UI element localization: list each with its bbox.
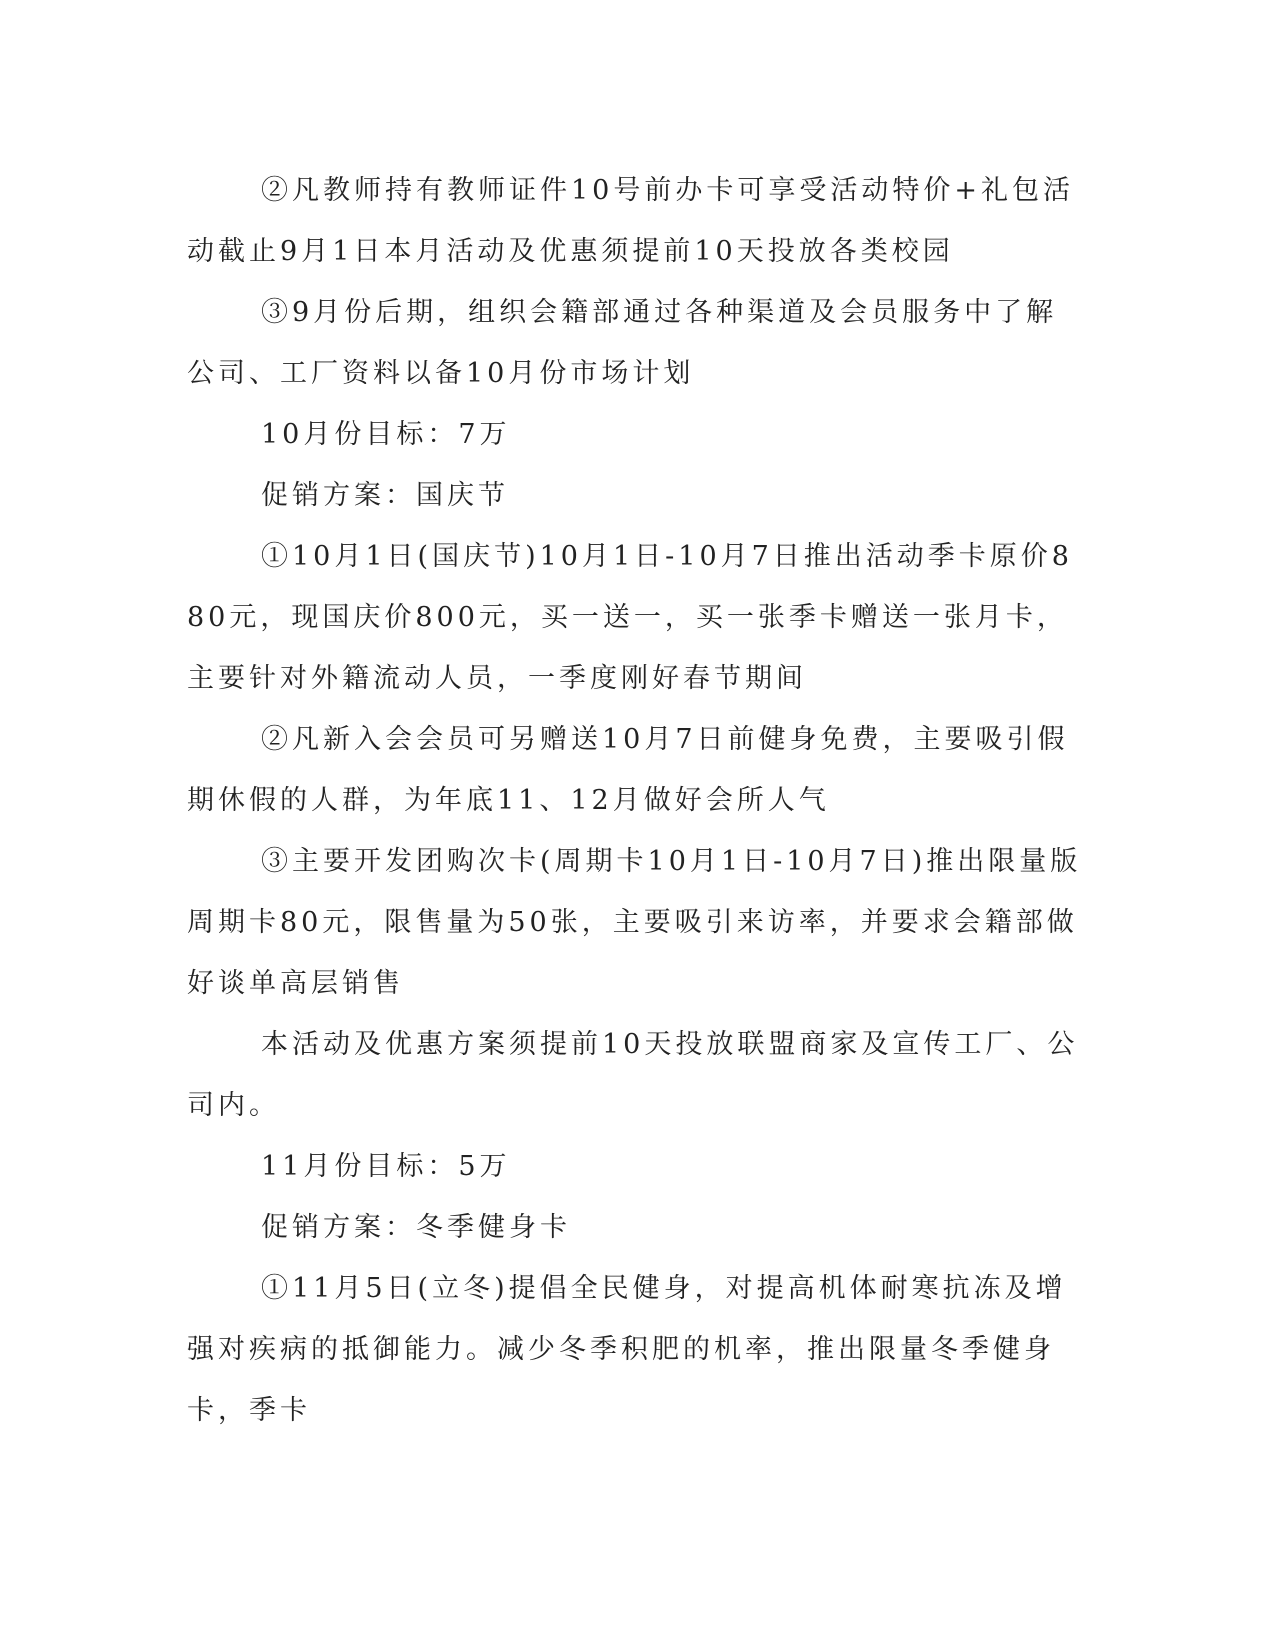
document-body	[187, 160, 1087, 1441]
paragraph-november-promo-title: 促销方案：冬季健身卡	[261, 1212, 571, 1243]
paragraph-september-research: ③9月份后期，组织会籍部通过各种渠道及会员服务中了解公司、工厂资料以备10月份市场计划	[187, 297, 1058, 389]
paragraph-teacher-offer: ②凡教师持有教师证件10号前办卡可享受活动特价+礼包活动截止9月1日本月活动及优惠须提前10天投放各类校园	[187, 175, 1074, 267]
paragraph-october-target: 10月份目标：7万	[261, 419, 511, 450]
paragraph-winter-card: ①11月5日(立冬)提倡全民健身，对提高机体耐寒抗冻及增强对疾病的抵御能力。减少冬季积肥的机率，推出限量冬季健身卡，季卡	[187, 1273, 1067, 1426]
paragraph-distribution-note: 本活动及优惠方案须提前10天投放联盟商家及宣传工厂、公司内。	[187, 1029, 1079, 1121]
paragraph-new-member-gift: ②凡新入会会员可另赠送10月7日前健身免费，主要吸引假期休假的人群，为年底11、12月做好会所人气	[187, 724, 1069, 816]
paragraph-october-promo-title: 促销方案：国庆节	[261, 480, 509, 511]
paragraph-group-card: ③主要开发团购次卡(周期卡10月1日-10月7日)推出限量版周期卡80元，限售量为50张，主要吸引来访率，并要求会籍部做好谈单高层销售	[187, 846, 1082, 999]
paragraph-november-target: 11月份目标：5万	[261, 1151, 511, 1182]
paragraph-national-day-card: ①10月1日(国庆节)10月1日-10月7日推出活动季卡原价880元，现国庆价800元，买一送一，买一张季卡赠送一张月卡，主要针对外籍流动人员，一季度刚好春节期间	[187, 541, 1073, 694]
